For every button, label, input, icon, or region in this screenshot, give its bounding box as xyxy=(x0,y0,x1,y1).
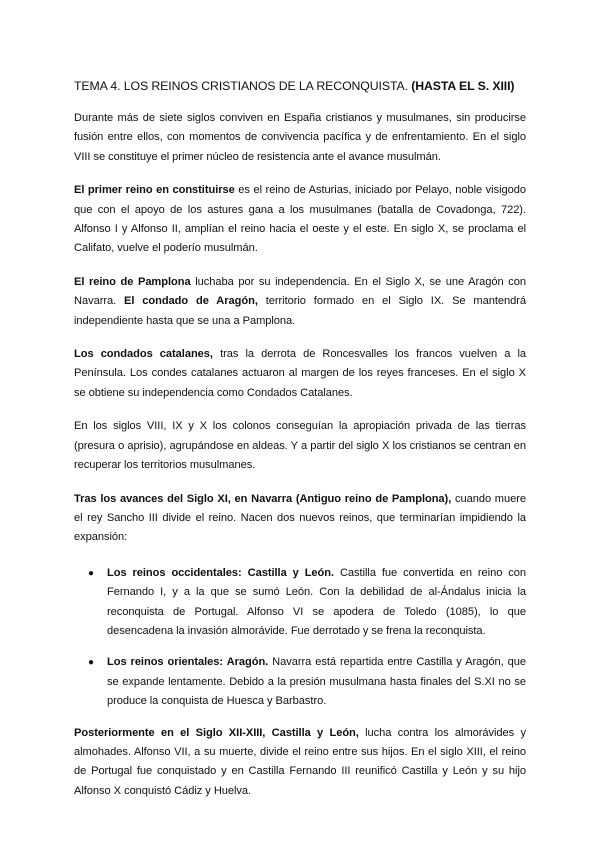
list-item-orientales-bold: Los reinos orientales: Aragón. xyxy=(107,656,269,669)
paragraph-pamplona xyxy=(74,273,526,331)
paragraph-pamplona-text-1: luchaba por su independencia. En el Siglo X, se une Aragón con Navarra. xyxy=(74,275,527,308)
list-item-occidentales-bold: Los reinos occidentales: Castilla y León. xyxy=(107,566,335,579)
list-item-occidentales-text: Castilla fue convertida en reino con Fernando I, y a la que se sumó León. Con la debilidad de al-Ándalus inicia la reconquista de Portugal. Alfonso VI se apodera de Toledo (1085), lo que desencadena la invasión almorávide. Fue derrotado y se frena la reconquista. xyxy=(107,566,526,637)
paragraph-colonos xyxy=(74,417,526,475)
paragraph-asturias-bold: El primer reino en constituirse xyxy=(74,184,235,197)
paragraph-intro xyxy=(74,109,526,167)
paragraph-intro-text: Durante más de siete siglos conviven en España cristianos y musulmanes, sin producirse fusión entre ellos, con momentos de convivencia pacífica y de enfrentamiento. En el siglo VIII se constituye el primer núcleo de resistencia ante el avance musulmán. xyxy=(74,112,526,163)
list-item-orientales-text: Navarra está repartida entre Castilla y Aragón, que se expande lentamente. Debido a la presión musulmana hasta finales del S.XI no se produce la conquista de Huesca y Barbastro. xyxy=(107,656,526,708)
document-page xyxy=(74,78,526,815)
title-bold: (HASTA EL S. XIII) xyxy=(411,79,515,93)
paragraph-siglo-xi-bold: Tras los avances del Siglo XI, en Navarra (Antiguo reino de Pamplona), xyxy=(74,492,452,505)
reinos-list xyxy=(74,564,526,712)
paragraph-catalanes-bold: Los condados catalanes, xyxy=(74,348,213,361)
paragraph-pamplona-bold-2: El condado de Aragón, xyxy=(124,295,258,308)
paragraph-siglo-xii-xiii-text: lucha contra los almorávides y almohades. Alfonso VII, a su muerte, divide el reino entre sus hijos. En el siglo XIII, el reino de Portugal fue conquistado y en Castilla Fernando III reunificó Castilla y León y su hijo Alfonso X conquistó Cádiz y Huelva. xyxy=(74,726,526,797)
bullet-icon: ● xyxy=(88,657,94,669)
bullet-icon: ● xyxy=(88,567,94,579)
paragraph-siglo-xii-xiii xyxy=(74,724,526,802)
paragraph-siglo-xi xyxy=(74,490,526,548)
list-item-orientales xyxy=(74,653,526,711)
paragraph-siglo-xii-xiii-bold: Posteriormente en el Siglo XII-XIII, Castilla y León, xyxy=(74,726,359,739)
paragraph-pamplona-bold-1: El reino de Pamplona xyxy=(74,275,191,288)
paragraph-colonos-text: En los siglos VIII, IX y X los colonos conseguían la apropiación privada de las tierras (presura o aprisio), agrupándose en aldeas. Y a partir del siglo X los cristianos se centran en recuperar los territorios musulmanes. xyxy=(74,420,526,472)
title-normal: TEMA 4. LOS REINOS CRISTIANOS DE LA RECONQUISTA. xyxy=(74,79,412,93)
paragraph-siglo-xi-text: cuando muere el rey Sancho III divide el reino. Nacen dos nuevos reinos, que terminarían impidiendo la expansión: xyxy=(74,492,526,544)
paragraph-pamplona-text-2: territorio formado en el Siglo IX. Se mantendrá independiente hasta que se una a Pamplona. xyxy=(74,295,526,327)
paragraph-asturias xyxy=(74,181,526,259)
paragraph-asturias-text: es el reino de Asturias, iniciado por Pelayo, noble visigodo que con el apoyo de los astures gana a los musulmanes (batalla de Covadonga, 722). Alfonso I y Alfonso II, amplían el reino hacia el oeste y el este. En siglo X, se proclama el Califato, vuelve el poderío musulmán. xyxy=(74,184,526,255)
list-item-occidentales xyxy=(74,564,526,642)
paragraph-catalanes-text: tras la derrota de Roncesvalles los francos vuelven a la Península. Los condes catalanes actuaron al margen de los reyes franceses. En el siglo X se obtiene su independencia como Condados Catalanes. xyxy=(74,348,526,399)
document-title xyxy=(74,78,526,95)
paragraph-catalanes xyxy=(74,345,526,403)
